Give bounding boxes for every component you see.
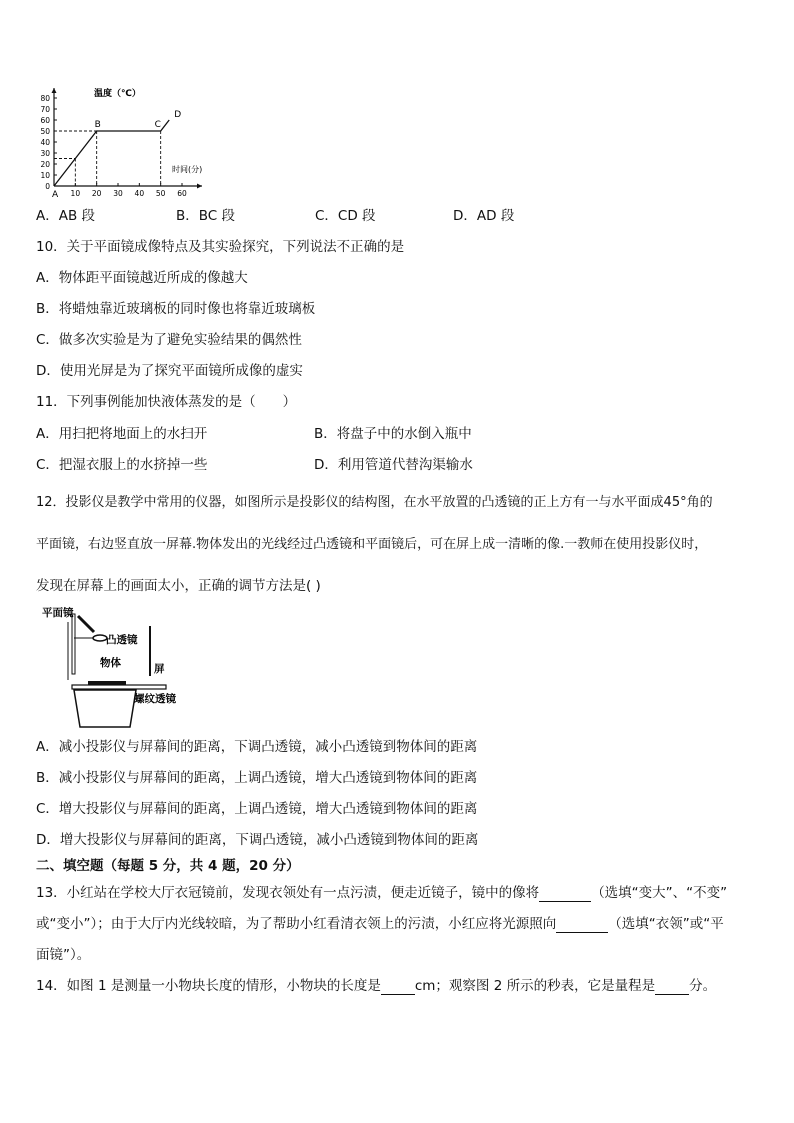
q9-option-a[interactable]: A．AB 段 bbox=[36, 208, 96, 224]
label-mirror: 平面镜 bbox=[42, 607, 74, 619]
q13-line3: 面镜”）。 bbox=[36, 947, 91, 963]
projector-base bbox=[74, 690, 136, 727]
point-label-a: A bbox=[52, 190, 59, 198]
q11-option-c[interactable]: C．把湿衣服上的水挤掉一些 bbox=[36, 457, 208, 473]
x-tick-label: 60 bbox=[177, 189, 187, 198]
label-screen: 屏 bbox=[154, 663, 165, 675]
temperature-time-graph bbox=[34, 80, 214, 198]
q13-line1 bbox=[36, 884, 727, 902]
x-tick-label: 30 bbox=[113, 189, 123, 198]
q11-stem: 11．下列事例能加快液体蒸发的是（ ） bbox=[36, 394, 297, 410]
q11-option-a[interactable]: A．用扫把将地面上的水扫开 bbox=[36, 426, 208, 442]
point-label-d: D bbox=[174, 110, 182, 120]
fresnel-plate bbox=[72, 685, 166, 689]
label-object: 物体 bbox=[100, 657, 121, 669]
projector-svg bbox=[36, 604, 196, 730]
chart-title: 温度（℃） bbox=[94, 89, 141, 99]
point-label-c: C bbox=[154, 120, 161, 130]
q12-option-b[interactable]: B．减小投影仪与屏幕间的距离，上调凸透镜，增大凸透镜到物体间的距离 bbox=[36, 770, 478, 786]
q12-stem-line2: 平面镜，右边竖直放一屏幕.物体发出的光线经过凸透镜和平面镜后，可在屏上成一清晰的像.一教师在使用投影仪时， bbox=[36, 537, 708, 552]
q10-option-c[interactable]: C．做多次实验是为了避免实验结果的偶然性 bbox=[36, 332, 302, 348]
chart-xlabel: 时间(分) bbox=[172, 165, 203, 174]
label-fresnel-lens: 螺纹透镜 bbox=[134, 693, 176, 705]
q13-blank-2[interactable] bbox=[556, 918, 608, 933]
x-tick-label: 40 bbox=[134, 189, 145, 198]
y-tick-label: 80 bbox=[40, 94, 50, 103]
q13-line2 bbox=[36, 915, 724, 933]
q11-option-d[interactable]: D．利用管道代替沟渠输水 bbox=[314, 457, 473, 473]
projector-diagram bbox=[36, 604, 196, 730]
q12-option-c[interactable]: C．增大投影仪与屏幕间的距离，上调凸透镜，增大凸透镜到物体间的距离 bbox=[36, 801, 478, 817]
y-tick-label: 20 bbox=[40, 160, 50, 169]
mirror-shape bbox=[78, 616, 94, 632]
convex-lens-shape bbox=[93, 635, 107, 641]
point-label-b: B bbox=[94, 120, 101, 130]
q13-line1-text-a: 13．小红站在学校大厅衣冠镜前，发现衣领处有一点污渍，便走近镜子，镜中的像将 bbox=[36, 885, 540, 901]
q10-option-a[interactable]: A．物体距平面镜越近所成的像越大 bbox=[36, 270, 248, 286]
q12-option-d[interactable]: D．增大投影仪与屏幕间的距离，下调凸透镜，减小凸透镜到物体间的距离 bbox=[36, 832, 479, 848]
q14-blank-2[interactable] bbox=[655, 980, 689, 995]
y-tick-label: 50 bbox=[40, 127, 50, 136]
y-axis-arrow bbox=[52, 88, 57, 93]
projector-pole bbox=[72, 614, 75, 674]
q10-stem: 10．关于平面镜成像特点及其实验探究，下列说法不正确的是 bbox=[36, 239, 405, 255]
chart-svg bbox=[34, 80, 214, 198]
q14-line bbox=[36, 977, 716, 995]
q13-line1-text-b: （选填“变大”、“不变” bbox=[591, 885, 728, 901]
q9-option-c[interactable]: C．CD 段 bbox=[315, 208, 376, 224]
x-tick-label: 10 bbox=[70, 189, 81, 198]
q12-stem-line1: 12．投影仪是教学中常用的仪器，如图所示是投影仪的结构图，在水平放置的凸透镜的正上方有一与水平面成45°角的 bbox=[36, 495, 713, 510]
q13-line2-text-a: 或“变小”）；由于大厅内光线较暗，为了帮助小红看清衣领上的污渍，小红应将光源照向 bbox=[36, 916, 557, 932]
q14-blank-1[interactable] bbox=[381, 980, 415, 995]
label-convex-lens: 凸透镜 bbox=[106, 634, 138, 646]
x-tick-label: 50 bbox=[155, 189, 166, 198]
y-tick-label: 60 bbox=[40, 116, 50, 125]
y-tick-label: 10 bbox=[40, 171, 50, 180]
q10-option-b[interactable]: B．将蜡烛靠近玻璃板的同时像也将靠近玻璃板 bbox=[36, 301, 316, 317]
x-tick-label: 20 bbox=[91, 189, 102, 198]
q12-option-a[interactable]: A．减小投影仪与屏幕间的距离，下调凸透镜，减小凸透镜到物体间的距离 bbox=[36, 739, 478, 755]
x-axis-arrow bbox=[197, 184, 202, 189]
y-tick-label: 40 bbox=[40, 138, 50, 147]
q9-option-d[interactable]: D．AD 段 bbox=[453, 208, 515, 224]
y-tick-label: 0 bbox=[45, 182, 50, 191]
q11-option-b[interactable]: B．将盘子中的水倒入瓶中 bbox=[314, 426, 472, 442]
q13-line2-text-b: （选填“衣领”或“平 bbox=[608, 916, 724, 932]
q14-text-b: cm；观察图 2 所示的秒表，它是量程是 bbox=[414, 978, 656, 994]
q10-option-d[interactable]: D．使用光屏是为了探究平面镜所成像的虚实 bbox=[36, 363, 303, 379]
q13-blank-1[interactable] bbox=[539, 887, 591, 902]
q14-text-a: 14．如图 1 是测量一小物块长度的情形，小物块的长度是 bbox=[36, 978, 381, 994]
y-tick-label: 30 bbox=[40, 149, 50, 158]
chart-layer bbox=[40, 88, 202, 198]
section2-heading: 二、填空题（每题 5 分，共 4 题，20 分） bbox=[36, 858, 300, 874]
q9-option-b[interactable]: B．BC 段 bbox=[176, 208, 236, 224]
q14-text-c: 分。 bbox=[689, 978, 717, 994]
temperature-line bbox=[54, 120, 169, 186]
q12-stem-line3: 发现在屏幕上的画面太小，正确的调节方法是( ) bbox=[36, 578, 321, 594]
y-tick-label: 70 bbox=[40, 105, 50, 114]
